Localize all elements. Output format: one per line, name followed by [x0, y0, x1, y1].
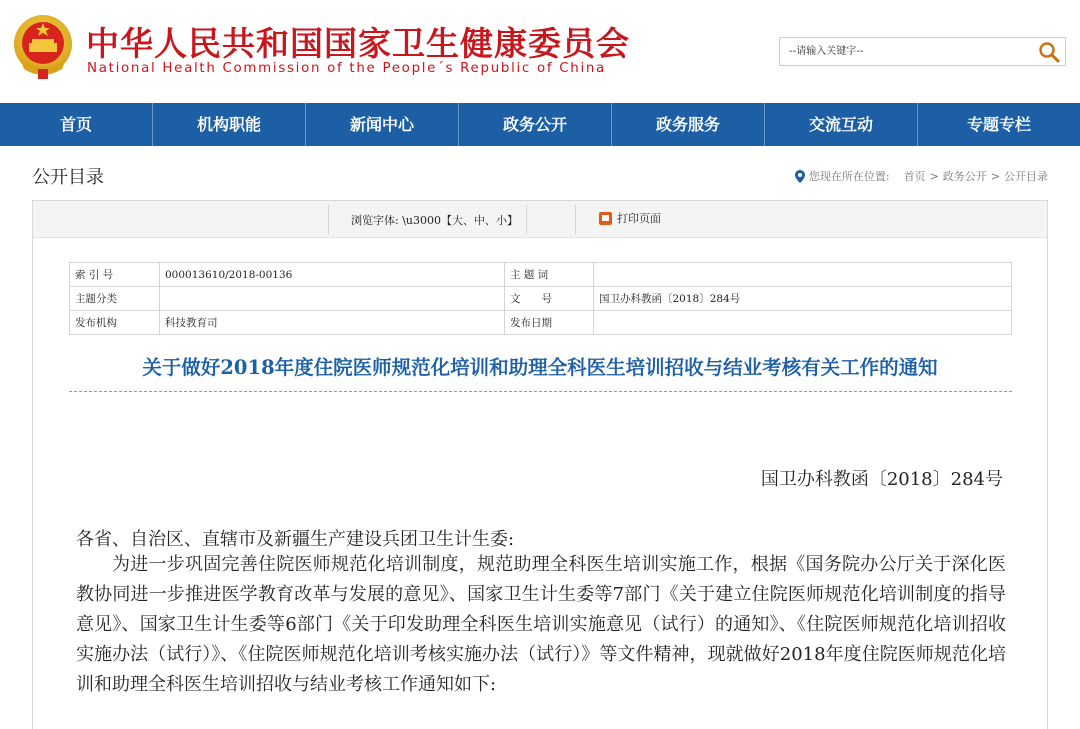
article-paragraph: 为进一步巩固完善住院医师规范化培训制度，规范助理全科医生培训实施工作，根据《国务院办公厅关于深化医教协同进一步推进医学教育改革与发展的意见》、国家卫生计生委等7部门《关于建立住院医师规范化培训制度的指导意见》、国家卫生计生委等6部门《关于印发助理全科医生培训实施意见（试行）的通知》、《住院医师规范化培训招收实施办法（试行）》、《住院医师规范化培训考核实施办法（试行）》等文件精神，现就做好2018年度住院医师规范化培训和助理全科医生培训招收与结业考核工作通知如下:: [76, 554, 1006, 695]
font-size-small[interactable]: 小: [496, 214, 508, 227]
index-value: 000013610/2018-00136: [160, 263, 505, 287]
national-emblem-icon[interactable]: [12, 13, 74, 81]
print-label: 打印页面: [617, 212, 661, 225]
nav-item-functions[interactable]: 机构职能: [153, 103, 306, 146]
docno-value: 国卫办科教函〔2018〕284号: [594, 287, 1012, 311]
org-value: 科技教育司: [160, 311, 505, 335]
breadcrumb: [795, 168, 1048, 184]
site-header: [0, 0, 1080, 103]
search-input[interactable]: [780, 38, 1030, 65]
org-label: 发布机构: [70, 311, 160, 335]
article-toolbar: [33, 201, 1047, 238]
nav-item-government-affairs[interactable]: 政务公开: [459, 103, 612, 146]
table-row: [70, 287, 1012, 311]
print-button[interactable]: [599, 210, 661, 226]
docno-label: 文 号: [505, 287, 594, 311]
font-size-control: 浏览字体: \u3000【大、中、小】: [351, 214, 519, 227]
article-title: 关于做好2018年度住院医师规范化培训和助理全科医生培训招收与结业考核有关工作的通知: [142, 356, 938, 379]
breadcrumb-catalog[interactable]: 公开目录: [1004, 170, 1048, 183]
search-icon[interactable]: [1037, 40, 1061, 64]
nav-item-special-topics[interactable]: 专题专栏: [966, 115, 1031, 134]
nav-item-interaction[interactable]: 交流互动: [765, 103, 918, 146]
print-icon: [599, 212, 612, 225]
table-row: [70, 311, 1012, 335]
article-addressee: 各省、自治区、直辖市及新疆生产建设兵团卫生计生委:: [76, 529, 515, 550]
page-title: 公开目录: [32, 167, 104, 188]
date-value: [594, 311, 1012, 335]
subject-label: 主 题 词: [505, 263, 594, 287]
nav-item-news[interactable]: 新闻中心: [306, 103, 459, 146]
toolbar-divider: [575, 205, 576, 234]
breadcrumb-separator: >: [990, 169, 1000, 183]
font-size-label: 浏览字体:: [351, 214, 399, 227]
location-pin-icon: [795, 170, 805, 183]
subject-value: [594, 263, 1012, 287]
breadcrumb-home[interactable]: 首页: [903, 170, 926, 183]
content-panel: [32, 200, 1048, 729]
table-row: [70, 263, 1012, 287]
font-size-medium[interactable]: 中: [474, 214, 486, 227]
category-value: [160, 287, 505, 311]
document-number: 国卫办科教函〔2018〕284号: [760, 469, 1003, 490]
site-subtitle: National Health Commission of the People´s Republic of China: [87, 61, 606, 76]
breadcrumb-government-affairs[interactable]: 政务公开: [942, 170, 987, 183]
title-divider: [69, 391, 1012, 392]
breadcrumb-separator: >: [929, 169, 939, 183]
main-nav: [0, 103, 1080, 146]
toolbar-divider: [526, 205, 527, 234]
search-box: [779, 37, 1066, 66]
nav-item-home[interactable]: 首页: [0, 103, 153, 146]
site-title: 中华人民共和国国家卫生健康委员会: [86, 24, 630, 63]
category-label: 主题分类: [70, 287, 160, 311]
date-label: 发布日期: [505, 311, 594, 335]
index-label: 索 引 号: [70, 263, 160, 287]
metadata-table: [69, 262, 1012, 335]
toolbar-divider: [328, 205, 329, 234]
nav-item-services[interactable]: 政务服务: [612, 103, 765, 146]
location-label: 您现在所在位置:: [808, 170, 890, 183]
font-size-large[interactable]: 大: [452, 214, 464, 227]
